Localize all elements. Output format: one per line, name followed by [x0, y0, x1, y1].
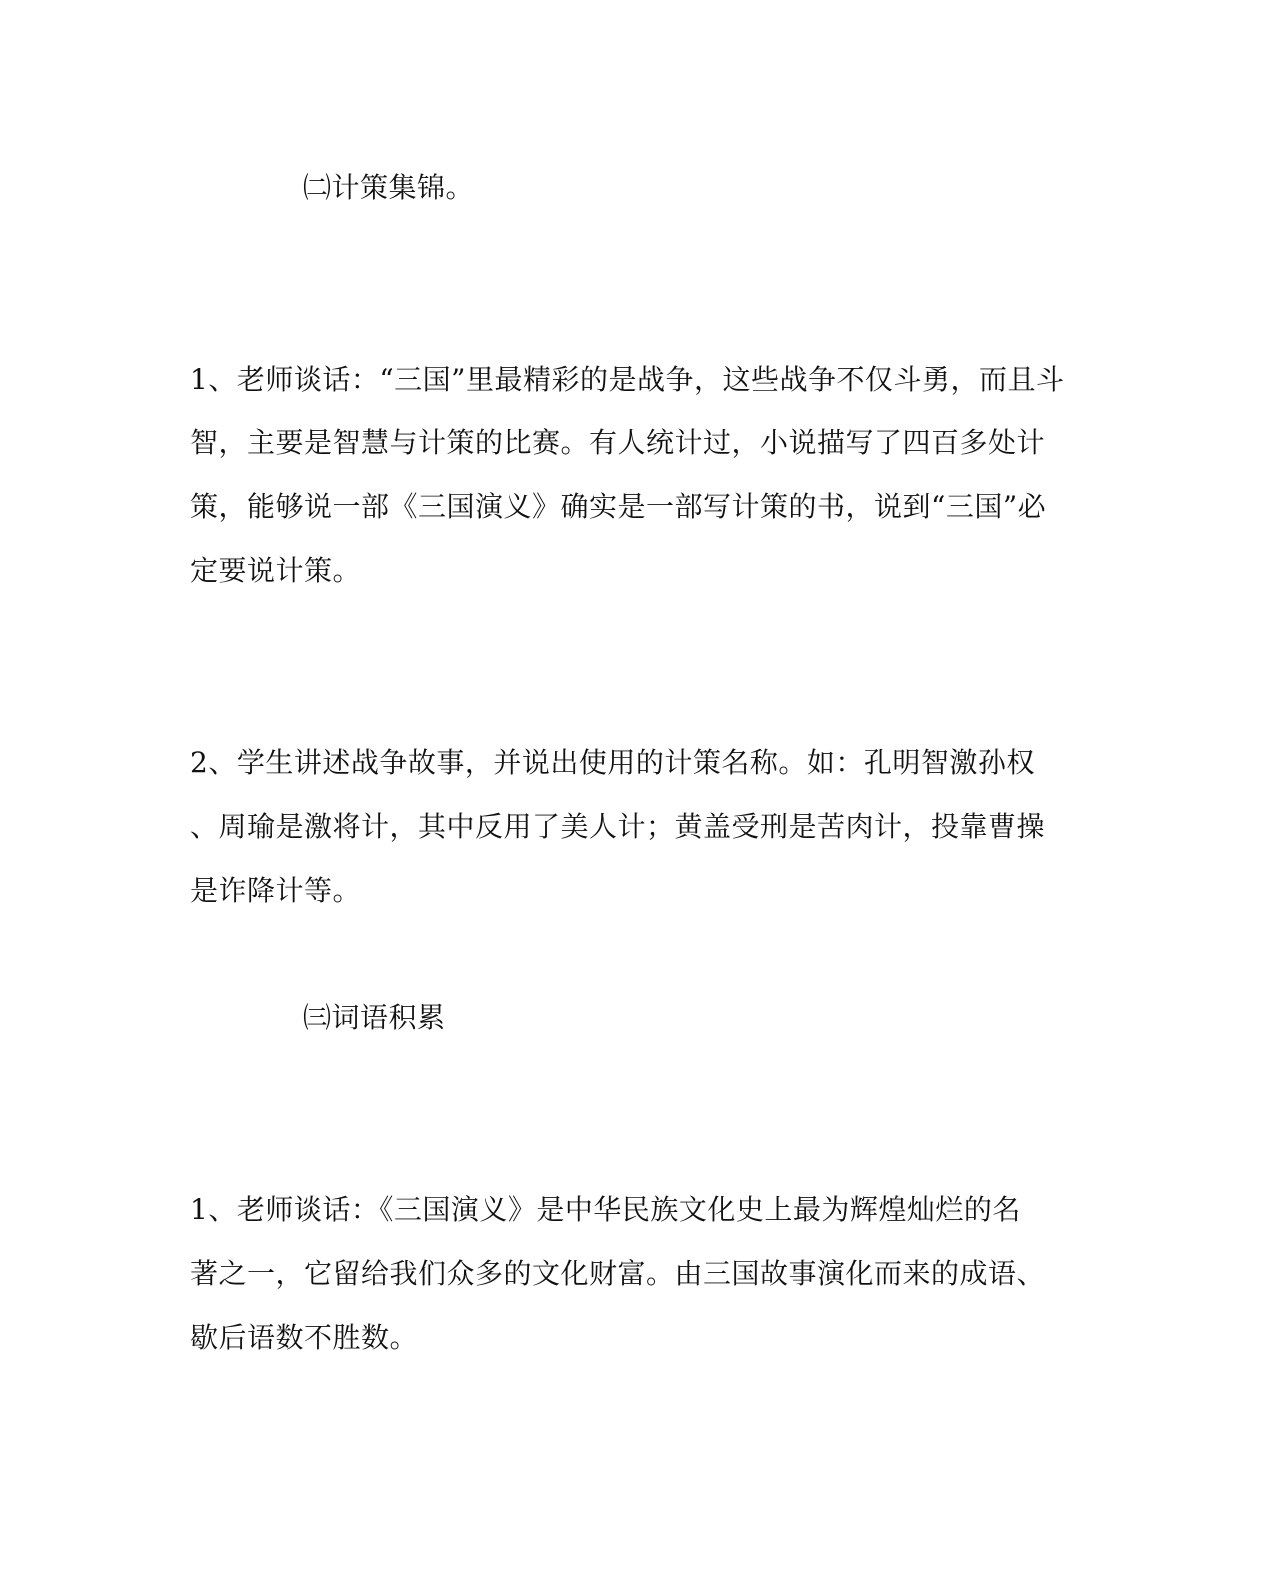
paragraph-line: 著之一，它留给我们众多的文化财富。由三国故事演化而来的成语、 — [190, 1257, 1046, 1290]
section-heading-vocabulary: ㈢词语积累 — [303, 1001, 446, 1034]
section-heading-strategies: ㈡计策集锦。 — [303, 171, 475, 204]
paragraph-line: 定要说计策。 — [190, 554, 362, 587]
paragraph-line: 1、老师谈话：“三国”里最精彩的是战争，这些战争不仅斗勇，而且斗 — [190, 363, 1065, 396]
paragraph-line: 歇后语数不胜数。 — [190, 1321, 419, 1354]
paragraph-line: 、周瑜是激将计，其中反用了美人计；黄盖受刑是苦肉计，投靠曹操 — [190, 810, 1046, 843]
paragraph-line: 2、学生讲述战争故事，并说出使用的计策名称。如：孔明智激孙权 — [190, 746, 1035, 779]
paragraph-line: 智，主要是智慧与计策的比赛。有人统计过，小说描写了四百多处计 — [190, 426, 1046, 459]
paragraph-line: 1、老师谈话：《三国演义》是中华民族文化史上最为辉煌灿烂的名 — [190, 1193, 1021, 1226]
paragraph-line: 是诈降计等。 — [190, 874, 362, 907]
paragraph-line: 策，能够说一部《三国演义》确实是一部写计策的书，说到“三国”必 — [190, 490, 1047, 523]
